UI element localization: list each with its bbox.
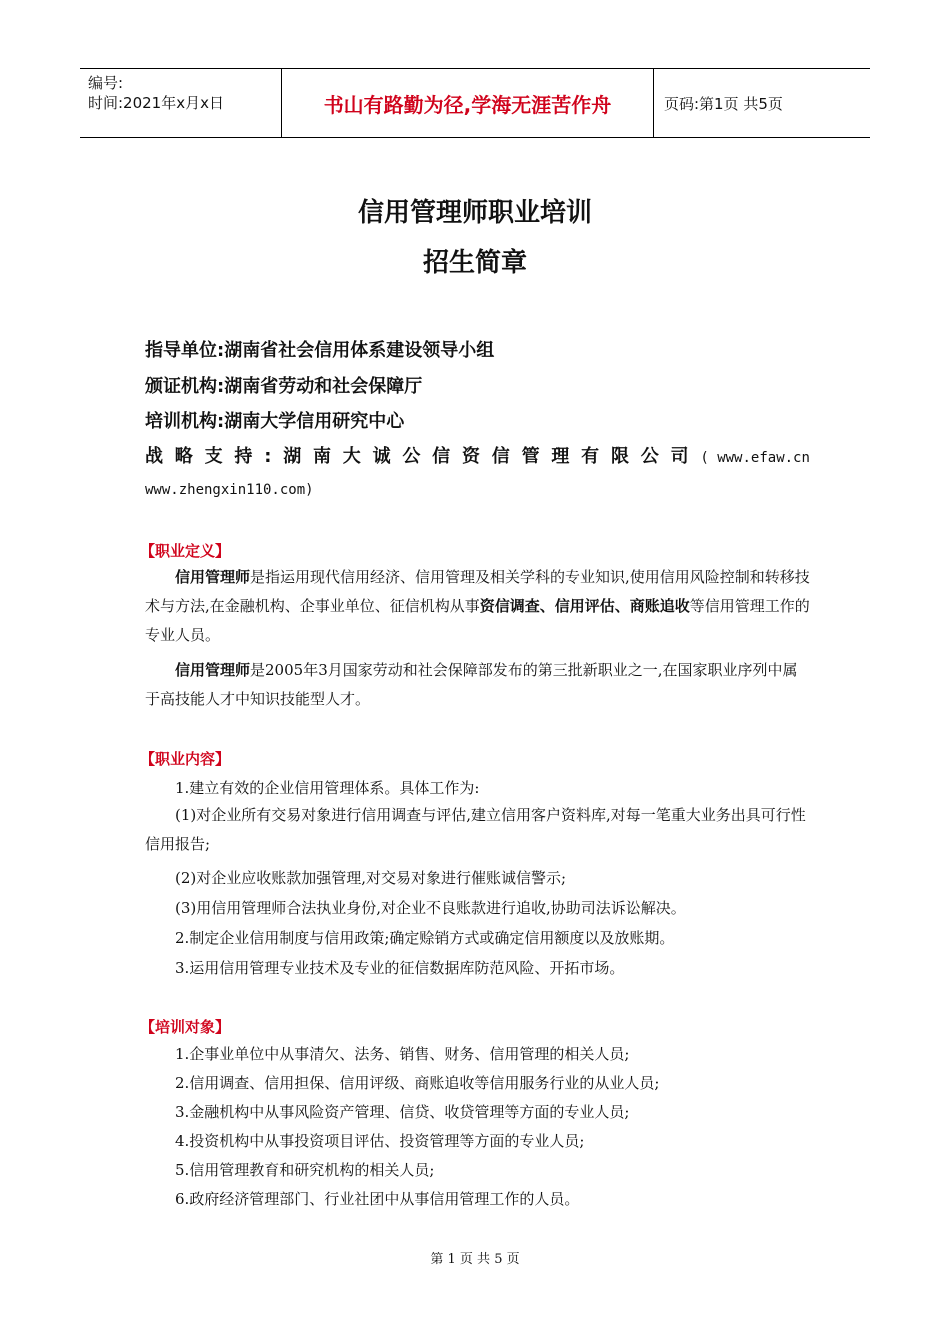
term-bold: 信用管理师 (175, 661, 251, 679)
section-heading-target: 【培训对象】 (140, 1018, 231, 1036)
header-page-code: 页码:第1页 共5页 (664, 94, 783, 113)
strategy-char: 管 (521, 446, 540, 467)
content-item: 3.运用信用管理专业技术及专业的征信数据库防范风险、开拓市场。 (175, 959, 625, 977)
header-number: 编号: (88, 74, 124, 92)
content-subitem: (1)对企业所有交易对象进行信用调查与评估,建立信用客户资料库,对每一笔重大业务出具可行性信用报告; (145, 806, 806, 853)
definition-paragraph-1 (145, 563, 810, 650)
strategy-char: 有 (581, 446, 600, 467)
strategy-char: 南 (312, 446, 331, 467)
term-bold: 信用管理师 (175, 568, 251, 586)
strategy-char: 支 (204, 446, 223, 467)
header-table (80, 68, 870, 138)
strategy-char: 理 (551, 446, 570, 467)
strategy-url-1: ( www.efaw.cn (700, 450, 810, 466)
definition-text: 是2005年3月国家劳动和社会保障部发布的第三批新职业之一,在国家职业序列中属于高技能人才中知识技能型人才。 (145, 661, 798, 708)
target-item: 6.政府经济管理部门、行业社团中从事信用管理工作的人员。 (175, 1190, 580, 1208)
header-meta (80, 69, 282, 137)
strategy-char: 信 (432, 446, 451, 467)
definition-paragraph-2 (145, 656, 810, 714)
content-item: 1.建立有效的企业信用管理体系。具体工作为: (175, 779, 480, 797)
target-item: 2.信用调查、信用担保、信用评级、商账追收等信用服务行业的从业人员; (175, 1074, 660, 1092)
strategy-char: 持 (234, 446, 253, 467)
info-guide: 指导单位:湖南省社会信用体系建设领导小组 (145, 340, 495, 361)
target-item: 4.投资机构中从事投资项目评估、投资管理等方面的专业人员; (175, 1132, 585, 1150)
info-cert: 颁证机构:湖南省劳动和社会保障厅 (145, 376, 423, 397)
strategy-char: 限 (610, 446, 629, 467)
strategy-char: 资 (461, 446, 480, 467)
doc-subtitle: 招生简章 (422, 248, 527, 278)
strategy-char: 战 (145, 446, 163, 467)
strategy-char: 公 (640, 446, 659, 467)
target-item: 5.信用管理教育和研究机构的相关人员; (175, 1161, 435, 1179)
page-footer: 第 1 页 共 5 页 (430, 1252, 520, 1267)
header-time: 时间:2021年x月x日 (88, 94, 224, 112)
strategy-char: 湖 (283, 446, 302, 467)
definition-text: 等信用管理工作的专业人员。 (145, 597, 810, 644)
strategy-char: 信 (491, 446, 510, 467)
info-train: 培训机构:湖南大学信用研究中心 (145, 411, 405, 432)
duties-bold: 资信调查、信用评估、商账追收 (479, 597, 690, 615)
target-item: 1.企事业单位中从事清欠、法务、销售、财务、信用管理的相关人员; (175, 1045, 630, 1063)
strategy-char: 公 (402, 446, 421, 467)
content-subitem: (2)对企业应收账款加强管理,对交易对象进行催账诚信警示; (175, 869, 567, 887)
strategy-char: : (264, 446, 272, 467)
target-item: 3.金融机构中从事风险资产管理、信贷、收贷管理等方面的专业人员; (175, 1103, 630, 1121)
strategy-char: 司 (670, 446, 689, 467)
strategy-url-2: www.zhengxin110.com) (145, 482, 314, 498)
section-heading-content: 【职业内容】 (140, 750, 231, 768)
strategy-char: 大 (342, 446, 361, 467)
definition-text: 是指运用现代信用经济、信用管理及相关学科的专业知识,使用信用风险控制和转移技术与方法,在金融机构、企事业单位、征信机构从事 (145, 568, 810, 615)
header-motto: 书山有路勤为径,学海无涯苦作舟 (282, 69, 654, 137)
strategy-char: 诚 (372, 446, 391, 467)
section-heading-definition: 【职业定义】 (140, 542, 231, 560)
content-subitem: (3)用信用管理师合法执业身份,对企业不良账款进行追收,协助司法诉讼解决。 (175, 899, 686, 917)
content-item: 2.制定企业信用制度与信用政策;确定赊销方式或确定信用额度以及放账期。 (175, 929, 675, 947)
strategy-char: 略 (174, 446, 193, 467)
doc-title: 信用管理师职业培训 (357, 198, 592, 228)
info-strategy (145, 442, 810, 468)
